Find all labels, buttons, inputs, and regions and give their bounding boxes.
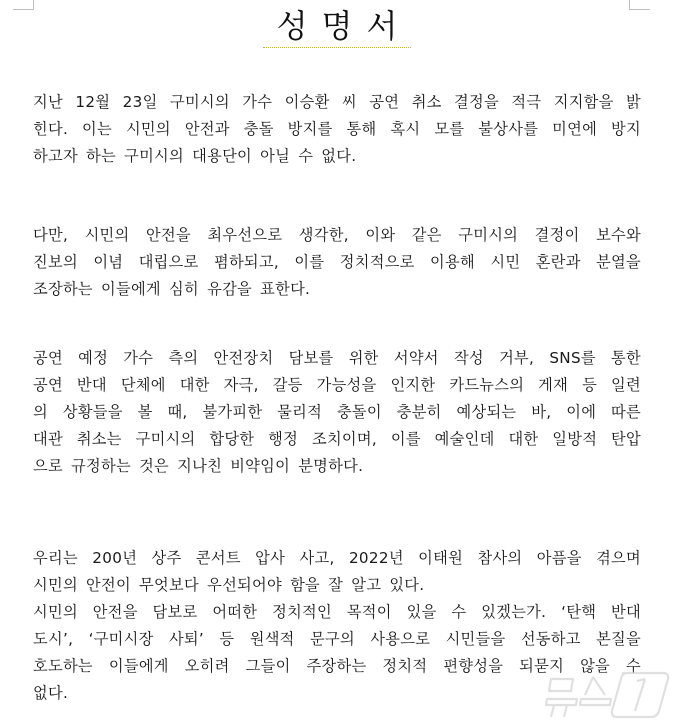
text-line: 조장하는 이들에게 심히 유감을 표한다. [33,280,311,298]
text-line: 의 상황들을 볼 때, 불가피한 물리적 충돌이 충분히 예상되는 바, 이에 따른 [33,403,641,421]
text-line: 진보의 이념 대립으로 폄하되고, 이를 정치적으로 이용해 시민 혼란과 분열을 [33,253,641,271]
text-line: 지난 12월 23일 구미시의 가수 이승환 씨 공연 취소 결정을 적극 지지함을 밝 [33,93,641,111]
text-line: 시민의 안전이 무엇보다 우선되어야 함을 잘 알고 있다. [33,576,425,594]
text-line: 으로 규정하는 것은 지나친 비약임이 분명하다. [33,457,364,475]
text-line: 공연 반대 단체에 대한 자극, 갈등 가능성을 인지한 카드뉴스의 게재 등 일련 [33,376,641,394]
text-line: 우리는 200년 상주 콘서트 압사 사고, 2022년 이태원 참사의 아픔을 겪으며 [33,549,641,567]
text-line: 도시’, ‘구미시장 사퇴’ 등 원색적 문구의 사용으로 시민들을 선동하고 본질을 [33,630,641,648]
paragraph-3 [33,345,641,480]
news1-logo-watermark [545,665,670,720]
text-line: 대관 취소는 구미시의 합당한 행정 조치이며, 이를 예술인데 대한 일방적 탄압 [33,430,641,448]
text-line: 호도하는 이들에게 오히려 그들이 주장하는 정치적 편향성을 되묻지 않을 수 [33,657,641,675]
news1-logo-icon [545,665,670,720]
document-title [0,6,674,48]
text-line: 공연 예정 가수 측의 안전장치 담보를 위한 서약서 작성 거부, SNS를 통한 [33,349,641,367]
paragraph-1 [33,89,641,170]
text-line: 하고자 하는 구미시의 대용단이 아닐 수 없다. [33,147,357,165]
text-line: 없다. [33,684,69,702]
text-line: 시민의 안전을 담보로 어떠한 정치적인 목적이 있을 수 있겠는가. ‘탄핵 반대 [33,603,641,621]
text-line: 힌다. 이는 시민의 안전과 충돌 방지를 통해 혹시 모를 불상사를 미연에 방지 [33,120,641,138]
text-line: 다만, 시민의 안전을 최우선으로 생각한, 이와 같은 구미시의 결정이 보수와 [33,226,641,244]
paragraph-2 [33,222,641,303]
title-text: 성명서 [263,6,412,48]
